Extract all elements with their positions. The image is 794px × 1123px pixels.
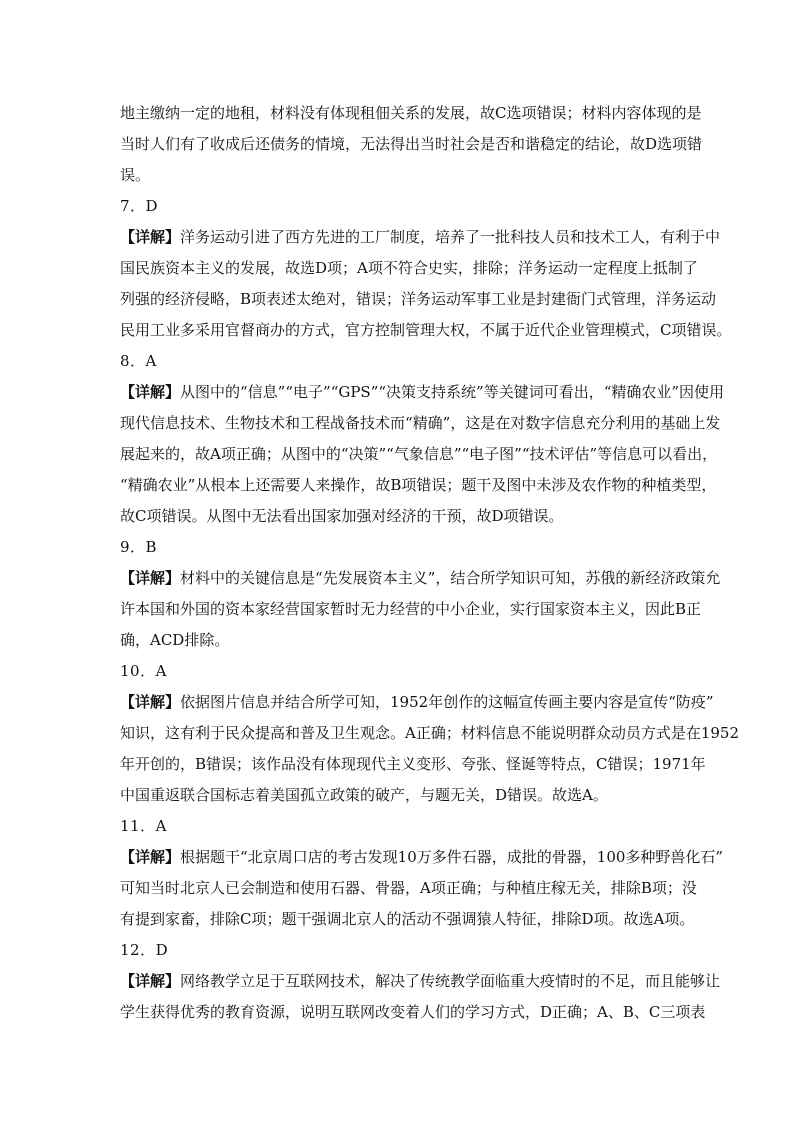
text-line: 知识，这有利于民众提高和普及卫生观念。A正确；材料信息不能说明群众动员方式是在1952 [120, 724, 740, 742]
text-line: 当时人们有了收成后还债务的情境，无法得出当时社会是否和谐稳定的结论，故D选项错 [120, 135, 703, 153]
explanation-text: 根据题干“北京周口店的考古发现10万多件石器，成批的骨器，100多种野兽化石” [180, 848, 724, 866]
question-number: 11．A [120, 817, 167, 835]
text-line: 有提到家畜，排除C项；题干强调北京人的活动不强调猿人特征，排除D项。故选A项。 [120, 910, 695, 928]
text-line: 误。 [120, 166, 151, 184]
answer-explanation-page [120, 98, 740, 1028]
explanation-line [120, 966, 721, 997]
text-line: 确，ACD排除。 [120, 631, 230, 649]
question-number: 7．D [120, 197, 159, 215]
explanation-line [120, 563, 721, 594]
text-line: “精确农业”从根本上还需要人来操作，故B项错误；题干及图中未涉及农作物的种植类型， [120, 476, 717, 494]
detail-label: 【详解】 [120, 848, 181, 866]
explanation-text: 依据图片信息并结合所学可知，1952年创作的这幅宣传画主要内容是宣传“防疫” [180, 693, 714, 711]
text-line: 故C项错误。从图中无法看出国家加强对经济的干预，故D项错误。 [120, 507, 564, 525]
text-line: 可知当时北京人已会制造和使用石器、骨器，A项正确；与种植庄稼无关，排除B项；没 [120, 879, 697, 897]
text-line: 现代信息技术、生物技术和工程战备技术而“精确”，这是在对数字信息充分利用的基础上发 [120, 414, 721, 432]
question-number: 8．A [120, 352, 157, 370]
question-number: 12．D [120, 941, 169, 959]
question-number: 10．A [120, 662, 167, 680]
detail-label: 【详解】 [120, 972, 181, 990]
detail-label: 【详解】 [120, 693, 181, 711]
text-line: 许本国和外国的资本家经营国家暂时无力经营的中小企业，实行国家资本主义，因此B正 [120, 600, 702, 618]
text-line: 展起来的，故A项正确；从图中的“决策”“气象信息”“电子图”“技术评估”等信息可以看出， [120, 445, 718, 463]
explanation-line [120, 687, 714, 718]
text-line: 国民族资本主义的发展，故选D项；A项不符合史实，排除；洋务运动一定程度上抵制了 [120, 259, 698, 277]
explanation-line [120, 377, 725, 408]
explanation-line [120, 222, 721, 253]
explanation-text: 从图中的“信息”“电子”“GPS”“决策支持系统”等关键词可看出，“精确农业”因使用 [180, 383, 725, 401]
explanation-text: 网络教学立足于互联网技术，解决了传统教学面临重大疫情时的不足，而且能够让 [180, 972, 721, 990]
explanation-text: 材料中的关键信息是“先发展资本主义”，结合所学知识可知，苏俄的新经济政策允 [180, 569, 721, 587]
text-line: 中国重返联合国标志着美国孤立政策的破产，与题无关，D错误。故选A。 [120, 786, 608, 804]
detail-label: 【详解】 [120, 383, 181, 401]
question-number: 9．B [120, 538, 158, 556]
text-line: 学生获得优秀的教育资源，说明互联网改变着人们的学习方式，D正确；A、B、C三项表 [120, 1003, 706, 1021]
detail-label: 【详解】 [120, 569, 181, 587]
text-line: 年开创的，B错误；该作品没有体现现代主义变形、夸张、怪诞等特点，C错误；1971年 [120, 755, 706, 773]
detail-label: 【详解】 [120, 228, 181, 246]
explanation-line [120, 842, 724, 873]
text-line: 地主缴纳一定的地租，材料没有体现租佃关系的发展，故C选项错误；材料内容体现的是 [120, 104, 702, 122]
text-line: 列强的经济侵略，B项表述太绝对，错误；洋务运动军事工业是封建衙门式管理，洋务运动 [120, 290, 717, 308]
text-line: 民用工业多采用官督商办的方式，官方控制管理大权，不属于近代企业管理模式，C项错误。 [120, 321, 732, 339]
explanation-text: 洋务运动引进了西方先进的工厂制度，培养了一批科技人员和技术工人，有利于中 [180, 228, 721, 246]
